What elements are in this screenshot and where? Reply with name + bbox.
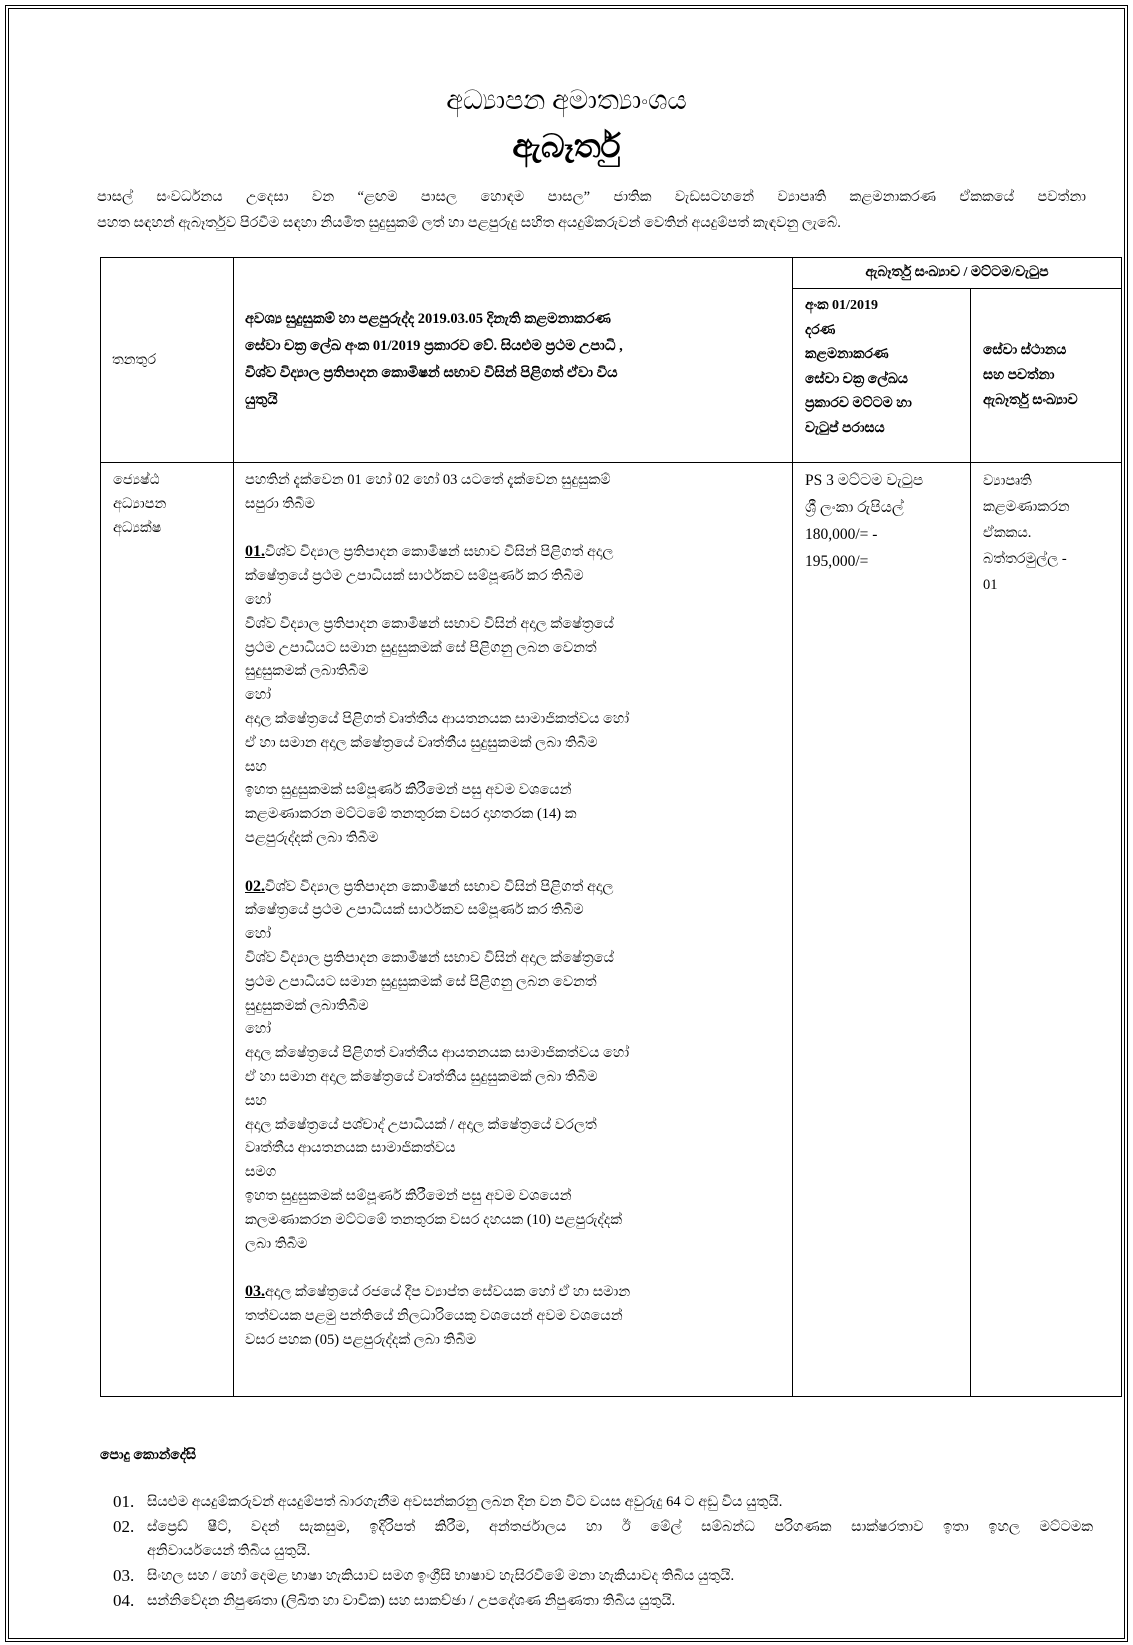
- intro-line: පාසල් සංවර්ධනය උදෙසා වන “ළඟම පාසල හොඳම පාසල” ජාතික වැඩසටහනේ ව්‍යාපෘති කළමනාකරණ ඒකකයේ පවත්නා: [97, 189, 1086, 205]
- header-grade-salary-line: සේවා චක්‍ර ලේඛය: [805, 371, 908, 387]
- option-line: තත්වයක පළමු පන්තියේ නිලධාරියෙකු වශයෙන් අවම වශයෙන්: [245, 1307, 623, 1324]
- option-line: විශ්ව විද්‍යාල ප්‍රතිපාදන කොමිෂන් සභාව විසින් අදාල ක්ෂේත්‍රයේ: [245, 615, 614, 632]
- general-condition-line: සිංහල සහ / හෝ දෙමළ භාෂා හැකියාව සමග ඉංග්‍රීසි භාෂාව හැසිරවීමේ මනා හැකියාවද තිබිය යුතුයි.: [147, 1568, 735, 1585]
- header-grade-salary-line: අංක 01/2019: [805, 298, 878, 313]
- option-line: ඉහත සුදුසුකමක් සම්පූර්ණ කිරීමෙන් පසු අවම වශයෙන්: [245, 782, 572, 799]
- row-position-cell: [101, 463, 234, 1396]
- row-position-line: අධ්‍යක්ෂ: [113, 519, 162, 536]
- header-grade-salary-line: දරණ: [805, 322, 836, 338]
- general-condition-number: 04.: [113, 1590, 135, 1610]
- option-line: අදාල ක්ෂේත්‍රයේ පිළිගත් වෘත්තීය ආයතනයක සාමාජිකත්වය හෝ: [245, 710, 630, 727]
- header-group-cell: [793, 258, 1121, 289]
- header-position-label: තනතුර: [112, 351, 157, 368]
- option-text: විශ්ව විද්‍යාල ප්‍රතිපාදන කොමිෂන් සභාව විසින් පිළිගත් අදාල: [265, 544, 614, 561]
- header-position-cell: [101, 258, 234, 463]
- row-grade-salary-line: 195,000/=: [805, 553, 869, 570]
- qualifications-intro: [245, 469, 780, 517]
- header-qualifications-line: විශ්ව විද්‍යාල ප්‍රතිපාදන කොමිෂන් සභාව විසින් පිළිගත් ඒවා විය: [245, 365, 618, 381]
- row-station-line: ව්‍යාපෘති: [983, 473, 1032, 489]
- option-line: විශ්ව විද්‍යාල ප්‍රතිපාදන කොමිෂන් සභාව විසින් අදාල ක්ෂේත්‍රයේ: [245, 949, 614, 966]
- row-station-line: ඒකකය.: [983, 525, 1032, 541]
- intro-line: පහත සඳහන් ඇබෑර්තුව පිරවීම සඳහා නියමිත සුදුසුකම් ලත් හා පළපුරුදු සහිත අයදුම්කරුවන් වෙතින් අයදුම්පත් කැඳවනු ලැබේ.: [97, 215, 841, 231]
- qualification-option: [245, 540, 780, 850]
- vacancy-table: [100, 257, 1122, 1397]
- option-body: [245, 1305, 780, 1353]
- general-condition-line: ස්ප්‍රෙඩ් ෂීට්, වදන් සැකසුම, ඉදිරිපත් කිරීම, අන්තර්ජාලය හා ඊ මේල් සම්බන්ධ පරිගණක සාක්ෂරතාව ඉතා ඉහල මට්ටමක: [147, 1518, 1093, 1535]
- row-position-line: ජ්‍යෙෂ්ඨ: [113, 472, 160, 488]
- option-line: ලබා තිබීම: [245, 1235, 308, 1252]
- option-line: අදාල ක්ෂේත්‍රයේ පිළිගත් වෘත්තීය ආයතනයක සාමාජිකත්වය හෝ: [245, 1045, 630, 1062]
- header-qualifications-cell: [234, 258, 793, 463]
- row-position-text: [113, 469, 229, 540]
- header-station-line: සේවා ස්ථානය: [983, 343, 1067, 358]
- row-station-cell: [971, 463, 1121, 1396]
- header-qualifications-line: අවශ්‍ය සුදුසුකම් හා පළපුරුද්ද 2019.03.05 දිනැති කළමනාකරණ: [245, 311, 611, 327]
- header-station-line: සහ පවත්නා: [983, 368, 1055, 383]
- header-qualifications-line: යුතුයි: [245, 392, 278, 408]
- header-qualifications-line: සේවා චක්‍ර ලේඛ අංක 01/2019 ප්‍රකාරව වේ. සියළුම ප්‍රථම උපාධි ,: [245, 338, 623, 354]
- intro-paragraph: [97, 184, 1086, 250]
- header-grade-salary-line: ප්‍රකාරව මට්ටම හා: [805, 396, 912, 411]
- option-line: පළපුරුද්දක් ලබා තිබීම: [245, 829, 379, 846]
- option-line: ක්ෂේත්‍රයේ ප්‍රථම උපාධියක් සාර්ථකව සම්පූර්ණ කර තිබීම: [245, 902, 584, 919]
- general-condition-text: [147, 1515, 1093, 1564]
- option-line: ප්‍රථම උපාධියට සමාන සුදුසුකමක් සේ පිළිගනු ලබන වෙනත්: [245, 973, 597, 990]
- option-number: 01.: [245, 543, 265, 561]
- general-conditions-list: [113, 1490, 1093, 1614]
- qualifications-intro-line: සපුරා තිබීම: [245, 495, 315, 512]
- option-first-line: [245, 875, 780, 900]
- general-conditions-heading: පොදු කොන්දේසි: [100, 1448, 197, 1463]
- header-grade-salary-cell: [793, 289, 971, 463]
- header-qualifications-text: [245, 306, 780, 414]
- option-body: [245, 565, 780, 851]
- header-station-text: [983, 338, 1118, 413]
- row-station-line: කළමණාකරන: [983, 499, 1070, 515]
- option-line: සහ: [245, 1092, 267, 1109]
- header-grade-salary-line: වැටුප් පරාසය: [805, 420, 885, 436]
- row-grade-salary-cell: [793, 463, 971, 1396]
- general-condition-number: 03.: [113, 1566, 135, 1586]
- option-line: සහ: [245, 758, 267, 775]
- option-line: අදාල ක්ෂේත්‍රයේ පශ්චාද් උපාධියක් / අදාල ක්ෂේත්‍රයේ වරලත්: [245, 1116, 597, 1133]
- general-condition-text: [147, 1589, 1093, 1614]
- general-condition-text: [147, 1490, 1093, 1515]
- general-condition-item: [113, 1589, 1093, 1614]
- header-group-label: ඇබෑර්තු සංඛ්‍යාව / මට්ටම/වැටුප: [865, 265, 1049, 280]
- option-line: ඒ හා සමාන අදාල ක්ෂේත්‍රයේ වෘත්තීය සුදුසුකමක් ලබා තිබීම: [245, 1068, 598, 1085]
- option-line: සුදුසුකමක් ලබාතිබීම: [245, 997, 369, 1014]
- header-grade-salary-line: කළමනාකරණ: [805, 347, 889, 362]
- qualifications-intro-line: පහතින් දැක්වෙන 01 හෝ 02 හෝ 03 යටතේ දැක්වෙන සුදුසුකම්: [245, 472, 611, 488]
- general-condition-item: [113, 1490, 1093, 1515]
- option-first-line: [245, 1280, 780, 1305]
- general-condition-item: [113, 1515, 1093, 1564]
- option-line: සමග: [245, 1164, 277, 1181]
- option-line: හෝ: [245, 687, 272, 704]
- general-condition-line: සන්නිවේදන නිපුණතා (ලිඛිත හා වාචික) සහ සාකච්ඡා / උපදේශණ නිපුණතා තිබිය යුතුයි.: [147, 1592, 676, 1609]
- option-text: අදාල ක්ෂේත්‍රයේ රජයේ දීප ව්‍යාප්ත සේවයක හෝ ඒ හා සමාන: [265, 1284, 631, 1301]
- header-station-cell: [971, 289, 1121, 463]
- option-line: කලමණාකරන මට්ටමේ තනතුරක වසර දහයක (10) පළපුරුද්දක්: [245, 1211, 623, 1228]
- row-qualifications-cell: [234, 463, 793, 1396]
- qualification-option: [245, 1280, 780, 1352]
- qualification-option: [245, 875, 780, 1257]
- row-station-line: බත්තරමුල්ල -: [983, 551, 1067, 567]
- option-number: 02.: [245, 877, 265, 895]
- row-grade-salary-line: PS 3 මට්ටම වැටුප: [805, 472, 924, 489]
- header-station-line: ඇබෑර්තු සංඛ්‍යාව: [983, 393, 1078, 408]
- option-line: හෝ: [245, 591, 272, 608]
- option-text: විශ්ව විද්‍යාල ප්‍රතිපාදන කොමිෂන් සභාව විසින් පිළිගත් අදාල: [265, 878, 614, 895]
- option-body: [245, 899, 780, 1256]
- row-grade-salary-text: [805, 467, 966, 575]
- row-grade-salary-line: ශ්‍රී ලංකා රුපියල්: [805, 499, 904, 516]
- row-grade-salary-line: 180,000/= -: [805, 526, 878, 543]
- row-position-line: අධ්‍යාපන: [113, 495, 167, 512]
- header-grade-salary-text: [805, 294, 967, 441]
- option-first-line: [245, 540, 780, 565]
- document-title: ඇබෑර්තු: [512, 129, 621, 165]
- general-condition-number: 01.: [113, 1492, 135, 1511]
- row-station-line: 01: [983, 577, 998, 593]
- option-line: ප්‍රථම උපාධියට සමාන සුදුසුකමක් සේ පිළිගනු ලබන වෙනත්: [245, 639, 597, 656]
- option-line: ඉහත සුදුසුකමක් සම්පූර්ණ කිරීමෙන් පසු අවම වශයෙන්: [245, 1187, 572, 1204]
- option-line: හෝ: [245, 1021, 272, 1038]
- option-line: කළමණාකරන මට්ටමේ තනතුරක වසර දාහතරක (14) ක: [245, 806, 577, 823]
- general-condition-text: [147, 1564, 1093, 1589]
- option-line: ක්ෂේත්‍රයේ ප්‍රථම උපාධියක් සාර්ථකව සම්පූර්ණ කර තිබීම: [245, 568, 584, 585]
- option-line: හෝ: [245, 926, 272, 943]
- general-condition-line: සියළුම අයදුම්කරුවන් අයදුම්පත් බාරගැනීම අවසන්කරනු ලබන දින වන විට වයස අවුරුදු 64 ට අඩු විය යුතුයි.: [147, 1494, 783, 1510]
- option-number: 03.: [245, 1283, 265, 1301]
- option-line: ඒ හා සමාන අදාල ක්ෂේත්‍රයේ වෘත්තීය සුදුසුකමක් ලබා තිබීම: [245, 734, 598, 751]
- general-condition-line: අනිවාර්යයෙන් තිබිය යුතුයි.: [147, 1543, 311, 1560]
- option-line: සුදුසුකමක් ලබාතිබීම: [245, 663, 369, 680]
- row-station-text: [983, 468, 1118, 598]
- general-condition-number: 02.: [113, 1516, 135, 1536]
- option-line: වසර පහක (05) පළපුරුද්දක් ලබා තිබීම: [245, 1331, 477, 1348]
- ministry-name: අධ්‍යාපන අමාත්‍යාංශය: [446, 85, 687, 115]
- general-condition-item: [113, 1564, 1093, 1589]
- option-line: වෘත්තීය ආයතනයක සාමාජිකත්වය: [245, 1140, 456, 1157]
